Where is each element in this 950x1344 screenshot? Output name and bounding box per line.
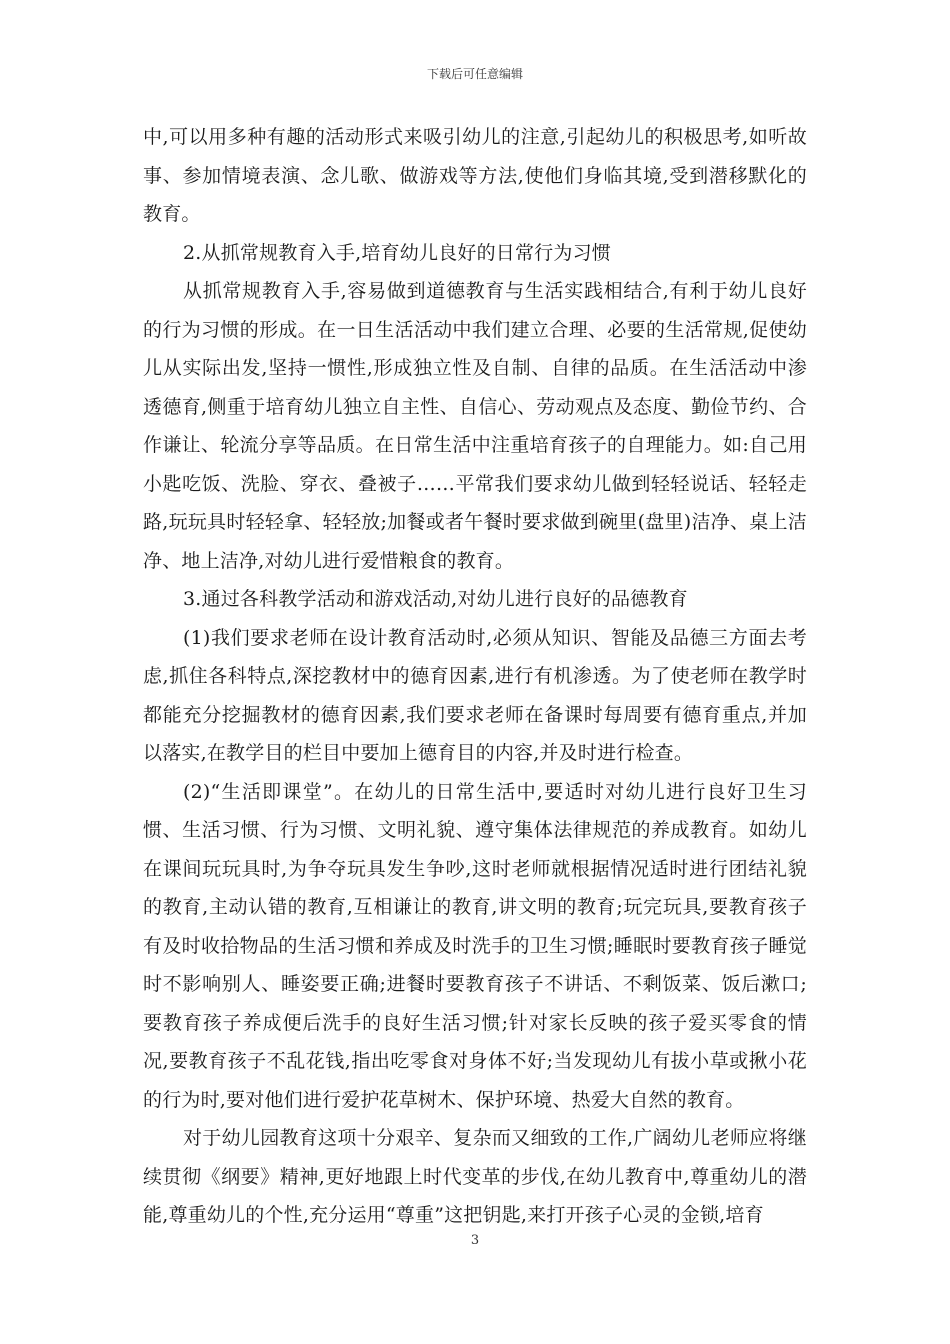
page-number: 3 [470, 1233, 480, 1248]
paragraph-conclusion: 对于幼儿园教育这项十分艰辛、复杂而又细致的工作,广阔幼儿老师应将继续贯彻《纲要》精神,更好地跟上时代变革的步伐,在幼儿教育中,尊重幼儿的潜能,尊重幼儿的个性,充分运用“尊重”这把钥匙,来打开孩子心灵的金锁,培育 [143, 1127, 807, 1226]
document-body [143, 118, 807, 1235]
section-heading-2: 2.从抓常规教育入手,培育幼儿良好的日常行为习惯 [183, 241, 611, 264]
page-header: 下载后可任意编辑 [426, 67, 523, 81]
paragraph-item-2: (2)“生活即课堂”。在幼儿的日常生活中,要适时对幼儿进行良好卫生习惯、生活习惯、行为习惯、文明礼貌、遵守集体法律规范的养成教育。如幼儿在课间玩玩具时,为争夺玩具发生争吵,这时老师就根据情况适时进行团结礼貌的教育,主动认错的教育,互相谦让的教育,讲文明的教育;玩完玩具,要教育孩子有及时收拾物品的生活习惯和养成及时洗手的卫生习惯;睡眠时要教育孩子睡觉时不影响别人、睡姿要正确;进餐时要教育孩子不讲话、不剩饭菜、饭后漱口;要教育孩子养成便后洗手的良好生活习惯;针对家长反映的孩子爱买零食的情况,要教育孩子不乱花钱,指出吃零食对身体不好;当发现幼儿有拔小草或揪小花的行为时,要对他们进行爱护花草树木、保护环境、热爱大自然的教育。 [143, 780, 807, 1111]
paragraph-continuation: 中,可以用多种有趣的活动形式来吸引幼儿的注意,引起幼儿的积极思考,如听故事、参加情境表演、念儿歌、做游戏等方法,使他们身临其境,受到潜移默化的教育。 [143, 126, 807, 225]
paragraph-item-1: (1)我们要求老师在设计教育活动时,必须从知识、智能及品德三方面去考虑,抓住各科特点,深挖教材中的德育因素,进行有机渗透。为了使老师在教学时都能充分挖掘教材的德育因素,我们要求老师在备课时每周要有德育重点,并加以落实,在教学目的栏目中要加上德育目的内容,并及时进行检查。 [143, 626, 807, 764]
paragraph-routine-education: 从抓常规教育入手,容易做到道德教育与生活实践相结合,有利于幼儿良好的行为习惯的形成。在一日生活活动中我们建立合理、必要的生活常规,促使幼儿从实际出发,坚持一惯性,形成独立性及自制、自律的品质。在生活活动中渗透德育,侧重于培育幼儿独立自主性、自信心、劳动观点及态度、勤俭节约、合作谦让、轮流分享等品质。在日常生活中注重培育孩子的自理能力。如:自己用小匙吃饭、洗脸、穿衣、叠被子……平常我们要求幼儿做到轻轻说话、轻轻走路,玩玩具时轻轻拿、轻轻放;加餐或者午餐时要求做到碗里(盘里)洁净、桌上洁净、地上洁净,对幼儿进行爱惜粮食的教育。 [143, 280, 807, 572]
section-heading-3: 3.通过各科教学活动和游戏活动,对幼儿进行良好的品德教育 [183, 588, 688, 610]
